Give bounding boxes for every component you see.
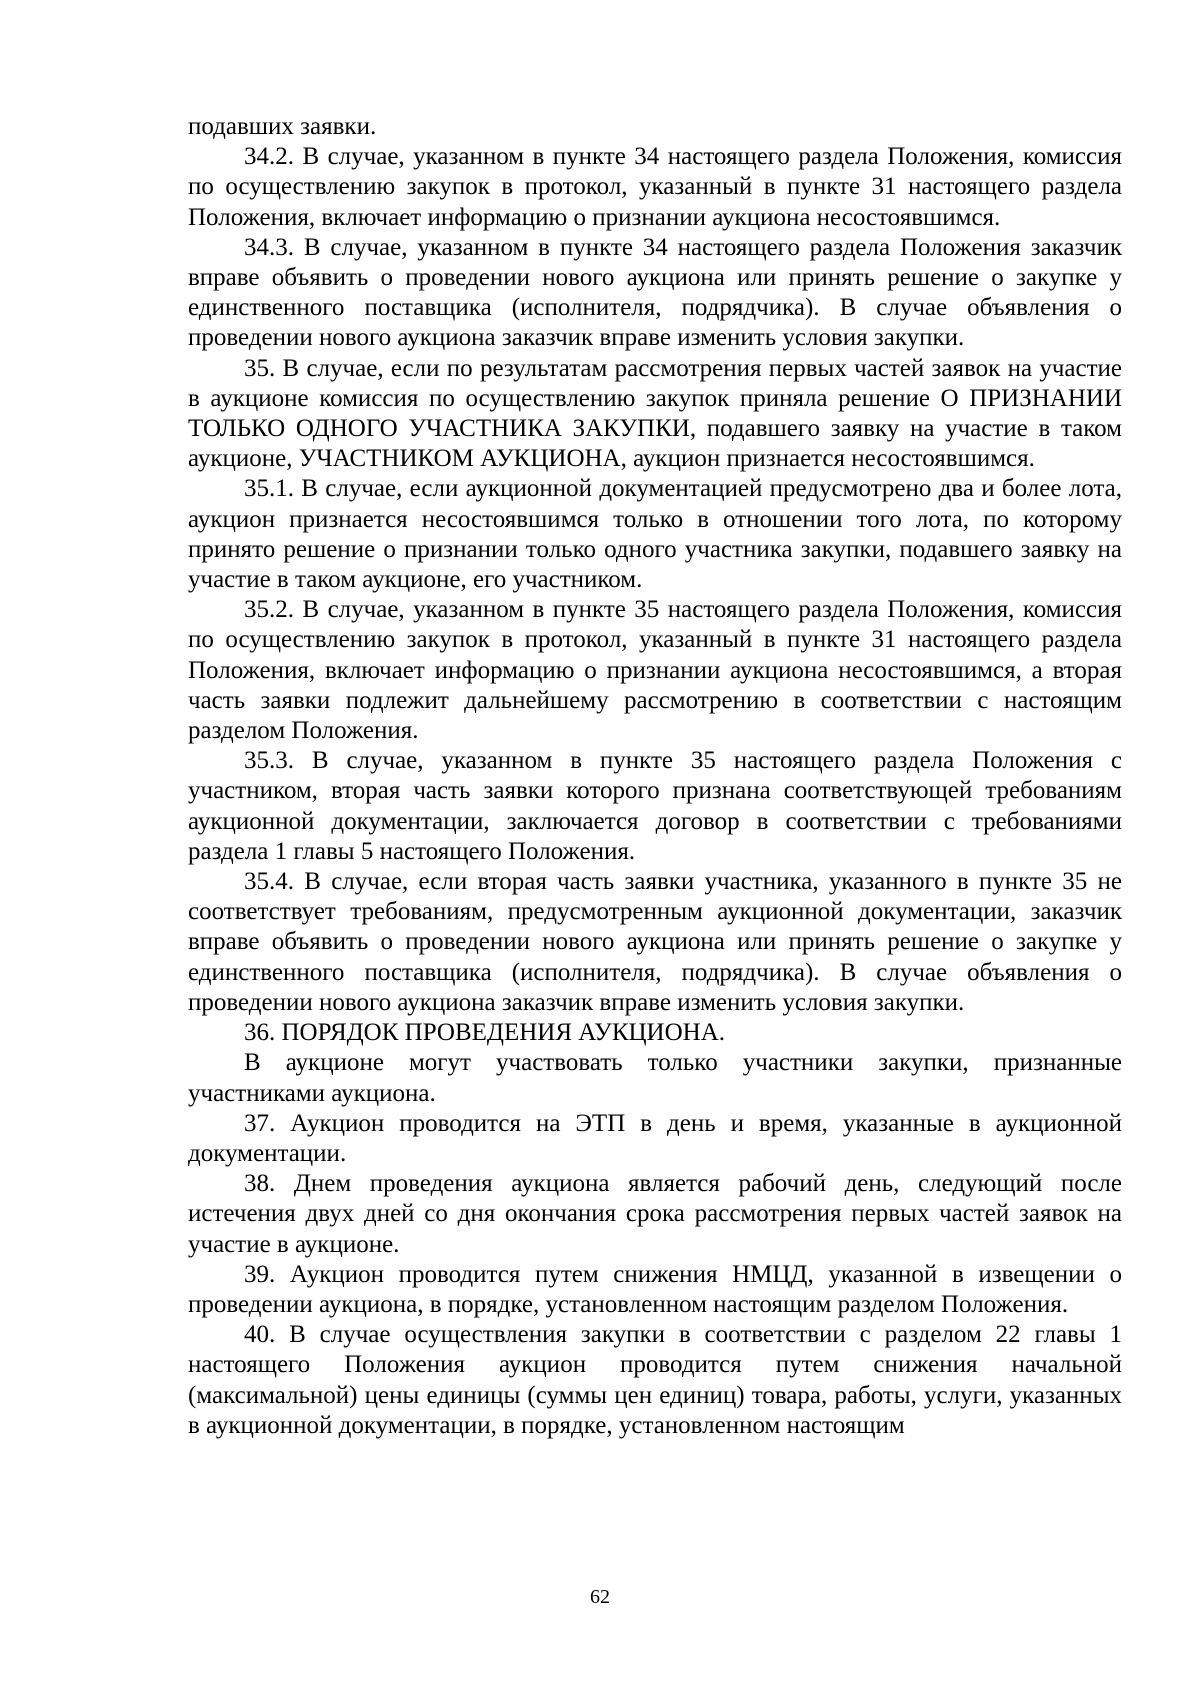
paragraph-35: 35. В случае, если по результатам рассмотрения первых частей заявок на участие в аукционе комиссия по осуществлению закупок приняла решение О ПРИЗНАНИИ ТОЛЬКО ОДНОГО УЧАСТНИКА ЗАКУПКИ, подавшего заявку на участие в таком аукционе, УЧАСТНИКОМ АУКЦИОНА, аукцион признается несостоявшимся.: [188, 354, 1122, 473]
paragraph-34-2: 34.2. В случае, указанном в пункте 34 настоящего раздела Положения, комиссия по осуществлению закупок в протокол, указанный в пункте 31 настоящего раздела Положения, включает информацию о признании аукциона несостоявшимся.: [188, 143, 1122, 231]
paragraph-36-body: В аукционе могут участвовать только участники закупки, признанные участниками аукциона.: [188, 1049, 1122, 1107]
paragraph-continuation: подавших заявки.: [188, 113, 377, 140]
paragraph-35-3: 35.3. В случае, указанном в пункте 35 настоящего раздела Положения с участником, вторая часть заявки которого признана соответствующей требованиям аукционной документации, заключается договор в соответствии с требованиями раздела 1 главы 5 настоящего Положения.: [188, 747, 1122, 865]
paragraph-35-4: 35.4. В случае, если вторая часть заявки участника, указанного в пункте 35 не соответствует требованиям, предусмотренным аукционной документации, заказчик вправе объявить о проведении нового аукциона или принять решение о закупке у единственного поставщика (исполнителя, подрядчика). В случае объявления о проведении нового аукциона заказчик вправе изменить условия закупки.: [188, 868, 1122, 1016]
paragraph-40: 40. В случае осуществления закупки в соответствии с разделом 22 главы 1 настоящего Положения аукцион проводится путем снижения начальной (максимальной) цены единицы (суммы цен единиц) товара, работы, услуги, указанных в аукционной документации, в порядке, установленном настоящим: [188, 1321, 1122, 1439]
paragraph-35-2: 35.2. В случае, указанном в пункте 35 настоящего раздела Положения, комиссия по осуществлению закупок в протокол, указанный в пункте 31 настоящего раздела Положения, включает информацию о признании аукциона несостоявшимся, а вторая часть заявки подлежит дальнейшему рассмотрению в соответствии с настоящим разделом Положения.: [188, 596, 1122, 745]
paragraph-35-1: 35.1. В случае, если аукционной документацией предусмотрено два и более лота, аукцион признается несостоявшимся только в отношении того лота, по которому принято решение о признании только одного участника закупки, подавшего заявку на участие в таком аукционе, его участником.: [188, 475, 1122, 594]
paragraph-37: 37. Аукцион проводится на ЭТП в день и время, указанные в аукционной документации.: [188, 1109, 1122, 1167]
paragraph-38: 38. Днем проведения аукциона является рабочий день, следующий после истечения двух дней со дня окончания срока рассмотрения первых частей заявок на участие в аукционе.: [188, 1170, 1122, 1258]
section-heading-36: 36. ПОРЯДОК ПРОВЕДЕНИЯ АУКЦИОНА.: [244, 1019, 726, 1047]
paragraph-39: 39. Аукцион проводится путем снижения НМЦД, указанной в извещении о проведении аукциона, в порядке, установленном настоящим разделом Положения.: [188, 1260, 1122, 1318]
paragraph-34-3: 34.3. В случае, указанном в пункте 34 настоящего раздела Положения заказчик вправе объявить о проведении нового аукциона или принять решение о закупке у единственного поставщика (исполнителя, подрядчика). В случае объявления о проведении нового аукциона заказчик вправе изменить условия закупки.: [188, 233, 1122, 352]
document-body: [188, 112, 1122, 1441]
page-number: 62: [590, 1586, 610, 1608]
